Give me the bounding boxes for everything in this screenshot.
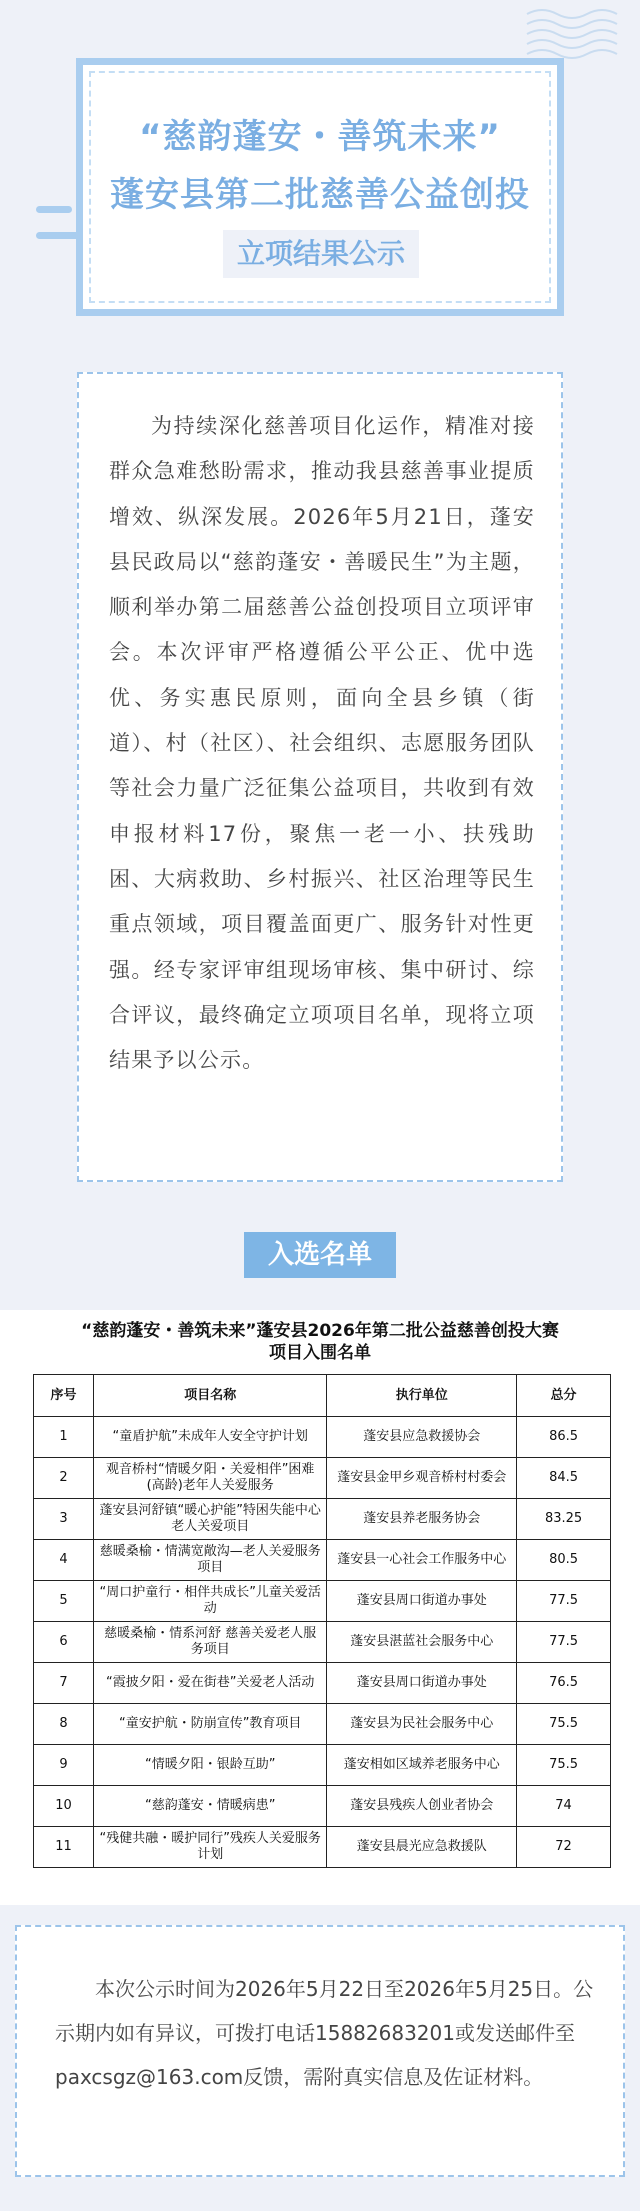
- cell-project-name: “霞披夕阳・爱在街巷”关爱老人活动: [93, 1663, 327, 1704]
- cell-executor: 蓬安县残疾人创业者协会: [327, 1786, 517, 1827]
- cell-executor: 蓬安县周口街道办事处: [327, 1663, 517, 1704]
- table-header-row: [34, 1375, 611, 1417]
- cell-executor: 蓬安县晨光应急救援队: [327, 1827, 517, 1868]
- table-row: [34, 1663, 611, 1704]
- cell-executor: 蓬安相如区域养老服务中心: [327, 1745, 517, 1786]
- cell-executor: 蓬安县周口街道办事处: [327, 1581, 517, 1622]
- cell-index: 3: [34, 1499, 94, 1540]
- notice-paragraph: 本次公示时间为2026年5月22日至2026年5月25日。公示期内如有异议，可拨打电话15882683201或发送邮件至paxcsgz@163.com反馈，需附真实信息及佐证材料。: [55, 1977, 594, 2089]
- cell-score: 72: [517, 1827, 611, 1868]
- cell-executor: 蓬安县应急救援协会: [327, 1417, 517, 1458]
- table-row: [34, 1417, 611, 1458]
- cell-project-name: “童盾护航”未成年人安全守护计划: [93, 1417, 327, 1458]
- cell-index: 7: [34, 1663, 94, 1704]
- header-index: 序号: [34, 1375, 94, 1417]
- cell-index: 9: [34, 1745, 94, 1786]
- cell-score: 83.25: [517, 1499, 611, 1540]
- header-score: 总分: [517, 1375, 611, 1417]
- page-title-line2: 蓬安县第二批慈善公益创投: [110, 175, 530, 215]
- cell-score: 74: [517, 1786, 611, 1827]
- cell-executor: 蓬安县养老服务协会: [327, 1499, 517, 1540]
- project-list-table: [33, 1374, 611, 1868]
- table-title-line1: “慈韵蓬安・善筑未来”蓬安县2026年第二批公益慈善创投大赛: [81, 1321, 559, 1341]
- table-row: [34, 1827, 611, 1868]
- table-row: [34, 1622, 611, 1663]
- cell-project-name: 慈暖桑榆・情满宽敞沟—老人关爱服务项目: [93, 1540, 327, 1581]
- decorative-bar: [36, 206, 72, 213]
- cell-project-name: “残健共融・暖护同行”残疾人关爱服务计划: [93, 1827, 327, 1868]
- intro-box: [77, 372, 563, 1182]
- page-subtitle: 立项结果公示: [223, 230, 419, 278]
- cell-score: 80.5: [517, 1540, 611, 1581]
- cell-project-name: “周口护童行・相伴共成长”儿童关爱活动: [93, 1581, 327, 1622]
- cell-index: 8: [34, 1704, 94, 1745]
- cell-project-name: 蓬安县河舒镇“暖心护能”特困失能中心老人关爱项目: [93, 1499, 327, 1540]
- table-row: [34, 1540, 611, 1581]
- header-project-name: 项目名称: [93, 1375, 327, 1417]
- cell-score: 75.5: [517, 1745, 611, 1786]
- cell-project-name: 慈暖桑榆・情系河舒 慈善关爱老人服务项目: [93, 1622, 327, 1663]
- intro-paragraph: 为持续深化慈善项目化运作，精准对接群众急难愁盼需求，推动我县慈善事业提质增效、纵深发展。2026年5月21日，蓬安县民政局以“慈韵蓬安・善暖民生”为主题，顺利举办第二届慈善公益创投项目立项评审会。本次评审严格遵循公平公正、优中选优、务实惠民原则，面向全县乡镇（街道）、村（社区）、社会组织、志愿服务团队等社会力量广泛征集公益项目，共收到有效申报材料17份，聚焦一老一小、扶残助困、大病救助、乡村振兴、社区治理等民生重点领域，项目覆盖面更广、服务针对性更强。经专家评审组现场审核、集中研讨、综合评议，最终确定立项项目名单，现将立项结果予以公示。: [109, 414, 535, 1073]
- notice-box: [15, 1925, 625, 2177]
- cell-index: 11: [34, 1827, 94, 1868]
- cell-project-name: “情暖夕阳・银龄互助”: [93, 1745, 327, 1786]
- cell-index: 6: [34, 1622, 94, 1663]
- table-row: [34, 1499, 611, 1540]
- cell-index: 10: [34, 1786, 94, 1827]
- title-card: [76, 58, 564, 316]
- cell-executor: 蓬安县一心社会工作服务中心: [327, 1540, 517, 1581]
- cell-score: 77.5: [517, 1622, 611, 1663]
- table-row: [34, 1458, 611, 1499]
- table-row: [34, 1786, 611, 1827]
- cell-score: 86.5: [517, 1417, 611, 1458]
- cell-score: 84.5: [517, 1458, 611, 1499]
- header-executor: 执行单位: [327, 1375, 517, 1417]
- cell-index: 1: [34, 1417, 94, 1458]
- cell-executor: 蓬安县金甲乡观音桥村村委会: [327, 1458, 517, 1499]
- cell-score: 76.5: [517, 1663, 611, 1704]
- wave-decoration-icon: [522, 4, 632, 64]
- cell-index: 2: [34, 1458, 94, 1499]
- cell-score: 75.5: [517, 1704, 611, 1745]
- page-title-line1: “慈韵蓬安・善筑未来”: [139, 117, 501, 157]
- cell-project-name: “童安护航・防崩宣传”教育项目: [93, 1704, 327, 1745]
- table-title: [0, 1320, 640, 1364]
- section-badge: 入选名单: [244, 1232, 396, 1278]
- cell-index: 4: [34, 1540, 94, 1581]
- cell-project-name: “慈韵蓬安・情暖病患”: [93, 1786, 327, 1827]
- cell-index: 5: [34, 1581, 94, 1622]
- table-row: [34, 1745, 611, 1786]
- cell-project-name: 观音桥村“情暖夕阳・关爱相伴”困难(高龄)老年人关爱服务: [93, 1458, 327, 1499]
- cell-score: 77.5: [517, 1581, 611, 1622]
- table-row: [34, 1581, 611, 1622]
- cell-executor: 蓬安县为民社会服务中心: [327, 1704, 517, 1745]
- table-row: [34, 1704, 611, 1745]
- cell-executor: 蓬安县湛蓝社会服务中心: [327, 1622, 517, 1663]
- table-title-line2: 项目入围名单: [269, 1343, 371, 1363]
